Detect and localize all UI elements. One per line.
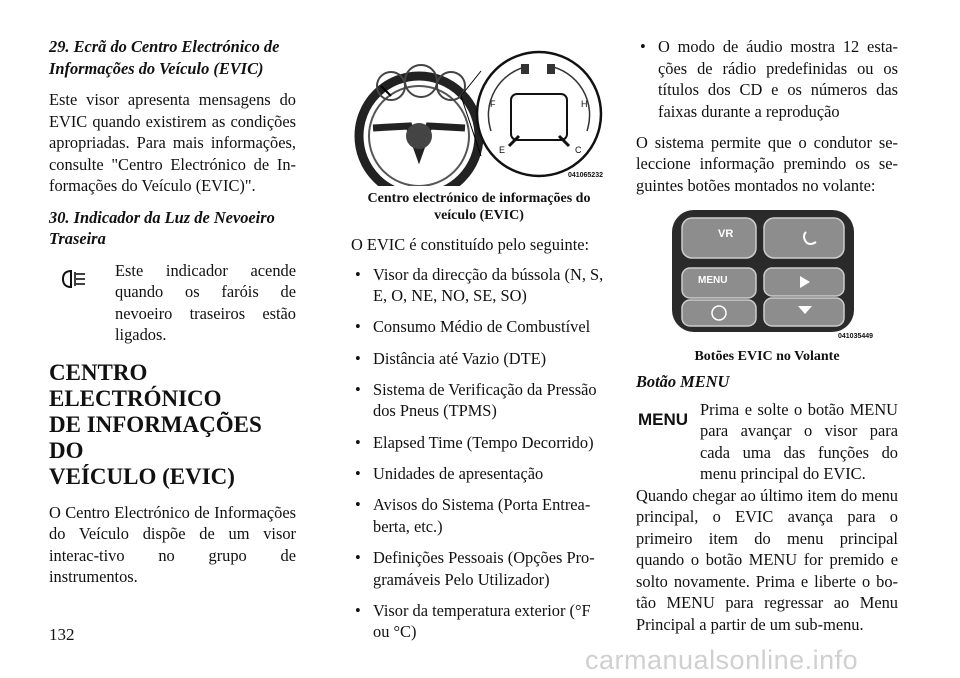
left-column xyxy=(49,36,296,588)
figure-id: 041035449 xyxy=(838,333,874,341)
list-item: • Visor da temperatura exterior (°F ou °C) xyxy=(351,600,607,643)
fog-indicator-text: Este indicador acende quando os faróis de nevoeiro traseiros estão ligados. xyxy=(115,260,296,344)
menu-button-label: MENU xyxy=(698,275,728,287)
list-item: • Consumo Médio de Combustível xyxy=(351,316,607,338)
audio-mode-list xyxy=(636,36,898,122)
watermark: carmanualsonline.info xyxy=(585,645,859,675)
page-number: 132 xyxy=(49,625,75,644)
gauge-letter-c: C xyxy=(575,145,582,155)
gauge-letter-e: E xyxy=(499,145,506,155)
section-intro: O Centro Electrónico de Informações do Veículo dispõe de um visor interac-tivo no grupo de instrumentos. xyxy=(49,502,296,586)
item-30-heading: 30. Indicador da Luz de Nevoeiro Traseira xyxy=(49,207,275,248)
menu-button-heading: Botão MENU xyxy=(636,372,730,392)
list-item: • Elapsed Time (Tempo Decorrido) xyxy=(351,432,607,454)
rear-fog-light-icon xyxy=(61,268,87,296)
fog-indicator-block xyxy=(49,260,296,346)
figure-caption: Botões EVIC no Volante xyxy=(694,349,840,365)
item-29-heading: 29. Ecrã do Centro Electrónico de Informações do Veículo (EVIC) xyxy=(49,37,280,78)
instrument-cluster-illustration xyxy=(351,36,607,186)
steering-buttons-illustration xyxy=(668,206,858,336)
figure-id: 041065232 xyxy=(567,171,603,179)
figure-caption: Centro electrónico de informações do veículo (EVIC) xyxy=(367,191,591,223)
middle-column xyxy=(351,36,607,653)
list-item: • Visor da direcção da bússola (N, S, E, O, NE, NO, SE, SO) xyxy=(351,264,607,307)
evic-feature-list xyxy=(351,264,607,643)
gauge-letter-h: H xyxy=(581,99,588,109)
list-item: • O modo de áudio mostra 12 esta-ções de rádio predefinidas ou os títulos dos CD e os números das faixas durante a reprodução xyxy=(636,36,898,122)
right-column xyxy=(636,36,898,635)
menu-button-block xyxy=(636,399,898,485)
list-item: • Definições Pessoais (Opções Pro-gramáveis Pelo Utilizador) xyxy=(351,547,607,590)
list-item: • Distância até Vazio (DTE) xyxy=(351,348,607,370)
evic-figure xyxy=(351,36,607,186)
menu-button-text: Prima e solte o botão MENU para avançar o visor para cada uma das funções do menu principal do EVIC. xyxy=(700,399,898,484)
list-item: • Avisos do Sistema (Porta Entrea-berta, etc.) xyxy=(351,494,607,537)
vr-button-label: VR xyxy=(718,228,734,241)
menu-icon: MENU xyxy=(638,409,689,429)
menu-button-details: Quando chegar ao último item do menu principal, o EVIC avança para o primeiro item do menu principal quando o botão MENU for premido e solto novamente. Prima e liberte o bo-tão MENU para regressar ao Menu Principal a partir de um sub-menu. xyxy=(636,485,898,634)
section-title: CENTRO ELECTRÓNICO DE INFORMAÇÕES DO VEÍCULO (EVIC) xyxy=(49,359,262,489)
gauge-letter-f: F xyxy=(490,99,496,109)
evic-intro: O EVIC é constituído pelo seguinte: xyxy=(351,235,590,254)
item-29-text: Este visor apresenta mensagens do EVIC quando existirem as condições apropriadas. Para mais informações, consulte "Centro Electrónico de In-formações do Veículo (EVIC)". xyxy=(49,90,296,195)
evic-buttons-figure xyxy=(668,206,888,346)
list-item: • Unidades de apresentação xyxy=(351,463,607,485)
selection-text: O sistema permite que o condutor se-leccione informação premindo os se-guintes botões montados no volante: xyxy=(636,132,898,195)
list-item: • Sistema de Verificação da Pressão dos Pneus (TPMS) xyxy=(351,379,607,422)
